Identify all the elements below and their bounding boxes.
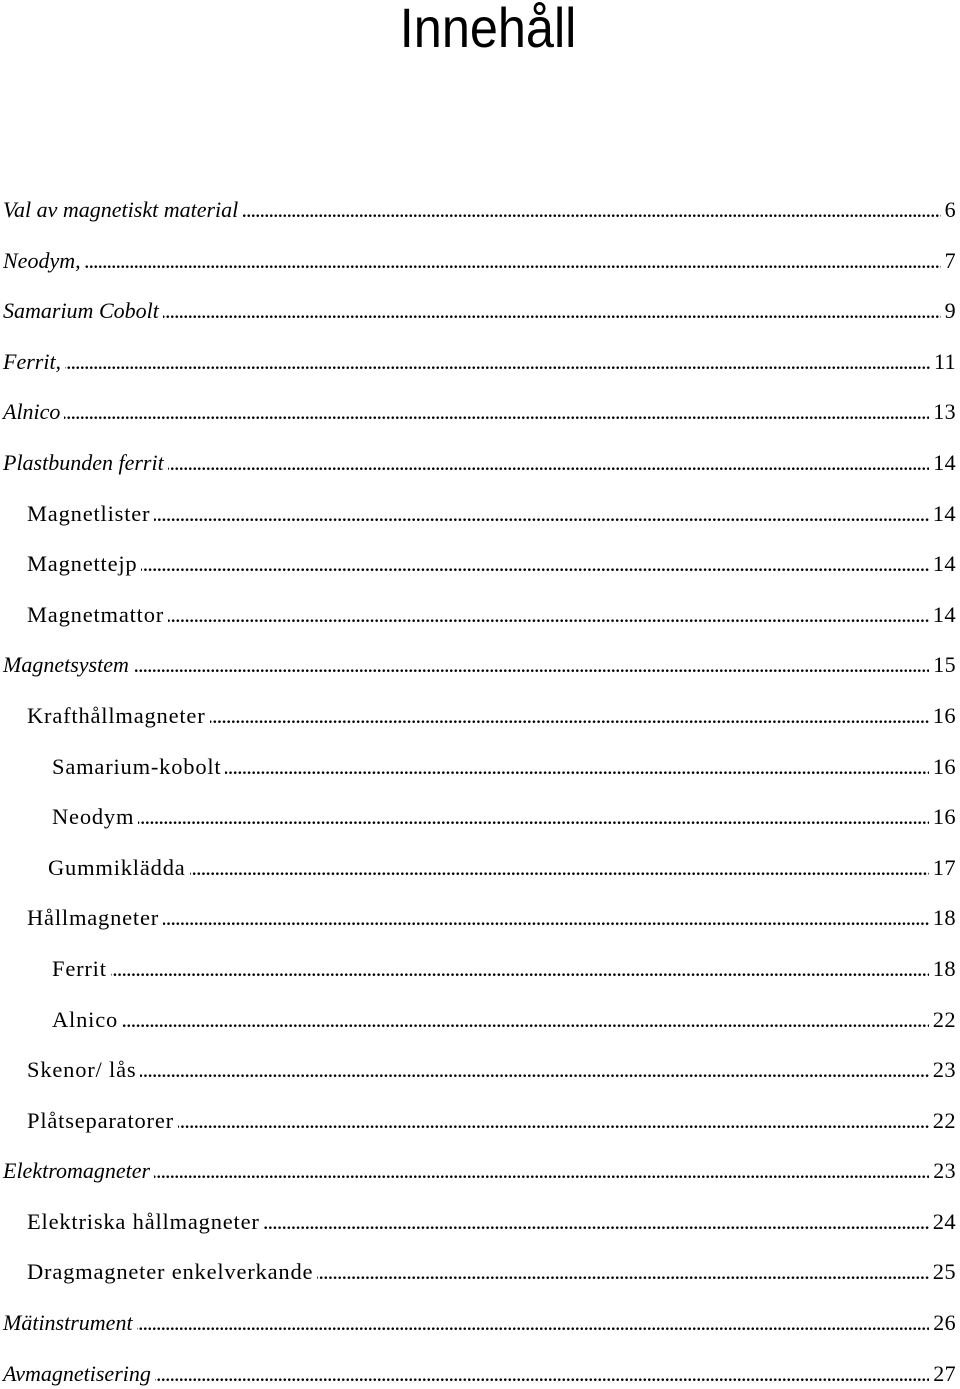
toc-page-number: 24 (929, 1208, 956, 1236)
toc-page-number: 15 (929, 651, 956, 679)
toc-subsubentry (0, 854, 956, 882)
page-header (0, 0, 960, 60)
toc-page-number: 14 (929, 449, 956, 477)
toc-page-number: 27 (929, 1360, 956, 1388)
toc-entry (0, 196, 956, 224)
toc-page-number: 22 (929, 1006, 956, 1034)
toc-entry (0, 1309, 956, 1337)
toc-page-number: 18 (929, 904, 956, 932)
toc-entry (0, 651, 956, 679)
toc-entry-label: Samarium-kobolt (52, 754, 225, 779)
toc-entry-label: Krafthållmagneter (27, 703, 210, 728)
toc-page-number: 23 (929, 1056, 956, 1084)
toc-page-number: 14 (929, 500, 956, 528)
toc-page-number: 9 (941, 297, 956, 325)
toc-subentry (0, 500, 956, 528)
toc-entry (0, 297, 956, 325)
toc-entry (0, 398, 956, 426)
toc-entry-label: Elektromagneter (3, 1158, 154, 1183)
toc-page-number: 14 (929, 550, 956, 578)
toc-page-number: 17 (929, 854, 956, 882)
toc-page-number: 14 (929, 601, 956, 629)
toc-entry-label: Avmagnetisering (3, 1361, 155, 1386)
toc-page-number: 7 (941, 247, 956, 275)
toc-entry-label: Elektriska hållmagneter (27, 1209, 264, 1234)
toc-subentry (0, 1258, 956, 1286)
toc-page-number: 25 (929, 1258, 956, 1286)
toc-entry (0, 247, 956, 275)
toc-subentry (0, 1208, 956, 1236)
toc-entry-label: Ferrit (52, 956, 111, 981)
toc-entry (0, 1360, 956, 1388)
toc-entry-label: Magnetlister (27, 501, 154, 526)
toc-subentry (0, 601, 956, 629)
toc-page-number: 23 (929, 1157, 956, 1185)
toc-subsubentry (0, 803, 956, 831)
toc-entry-label: Hållmagneter (27, 905, 163, 930)
toc-entry-label: Dragmagneter enkelverkande (27, 1259, 317, 1284)
toc-subentry (0, 702, 956, 730)
toc-subentry (0, 1056, 956, 1084)
toc-entry (0, 348, 956, 376)
toc-entry-label: Neodym, (3, 248, 85, 273)
toc-entry-label: Alnico (52, 1007, 122, 1032)
toc-subsubentry (0, 753, 956, 781)
page-title: Innehåll (400, 0, 577, 59)
toc-entry-label: Magnettejp (27, 551, 141, 576)
toc-page-number: 16 (929, 803, 956, 831)
toc-entry-label: Ferrit, (3, 349, 65, 374)
toc-entry-label: Magnetsystem (3, 652, 133, 677)
toc-page-number: 22 (929, 1107, 956, 1135)
toc-page-number: 18 (929, 955, 956, 983)
toc-entry-label: Plåtseparatorer (27, 1108, 178, 1133)
toc-page-number: 11 (930, 348, 956, 376)
table-of-contents (0, 196, 956, 1388)
toc-page-number: 16 (929, 702, 956, 730)
toc-page-number: 13 (929, 398, 956, 426)
toc-entry (0, 1157, 956, 1185)
toc-entry-label: Magnetmattor (27, 602, 168, 627)
toc-subsubentry (0, 1006, 956, 1034)
toc-subentry (0, 1107, 956, 1135)
toc-entry-label: Plastbunden ferrit (3, 450, 168, 475)
toc-entry-label: Alnico (3, 399, 64, 424)
toc-entry-label: Val av magnetiskt material (3, 197, 242, 222)
toc-subentry (0, 550, 956, 578)
toc-page-number: 26 (929, 1309, 956, 1337)
toc-entry (0, 449, 956, 477)
toc-page-number: 6 (941, 196, 956, 224)
toc-entry-label: Skenor/ lås (27, 1057, 140, 1082)
toc-entry-label: Neodym (52, 804, 138, 829)
toc-page-number: 16 (929, 753, 956, 781)
toc-subsubentry (0, 955, 956, 983)
toc-entry-label: Mätinstrument (3, 1310, 137, 1335)
toc-entry-label: Gummiklädda (48, 855, 190, 880)
toc-entry-label: Samarium Cobolt (3, 298, 163, 323)
toc-subentry (0, 904, 956, 932)
